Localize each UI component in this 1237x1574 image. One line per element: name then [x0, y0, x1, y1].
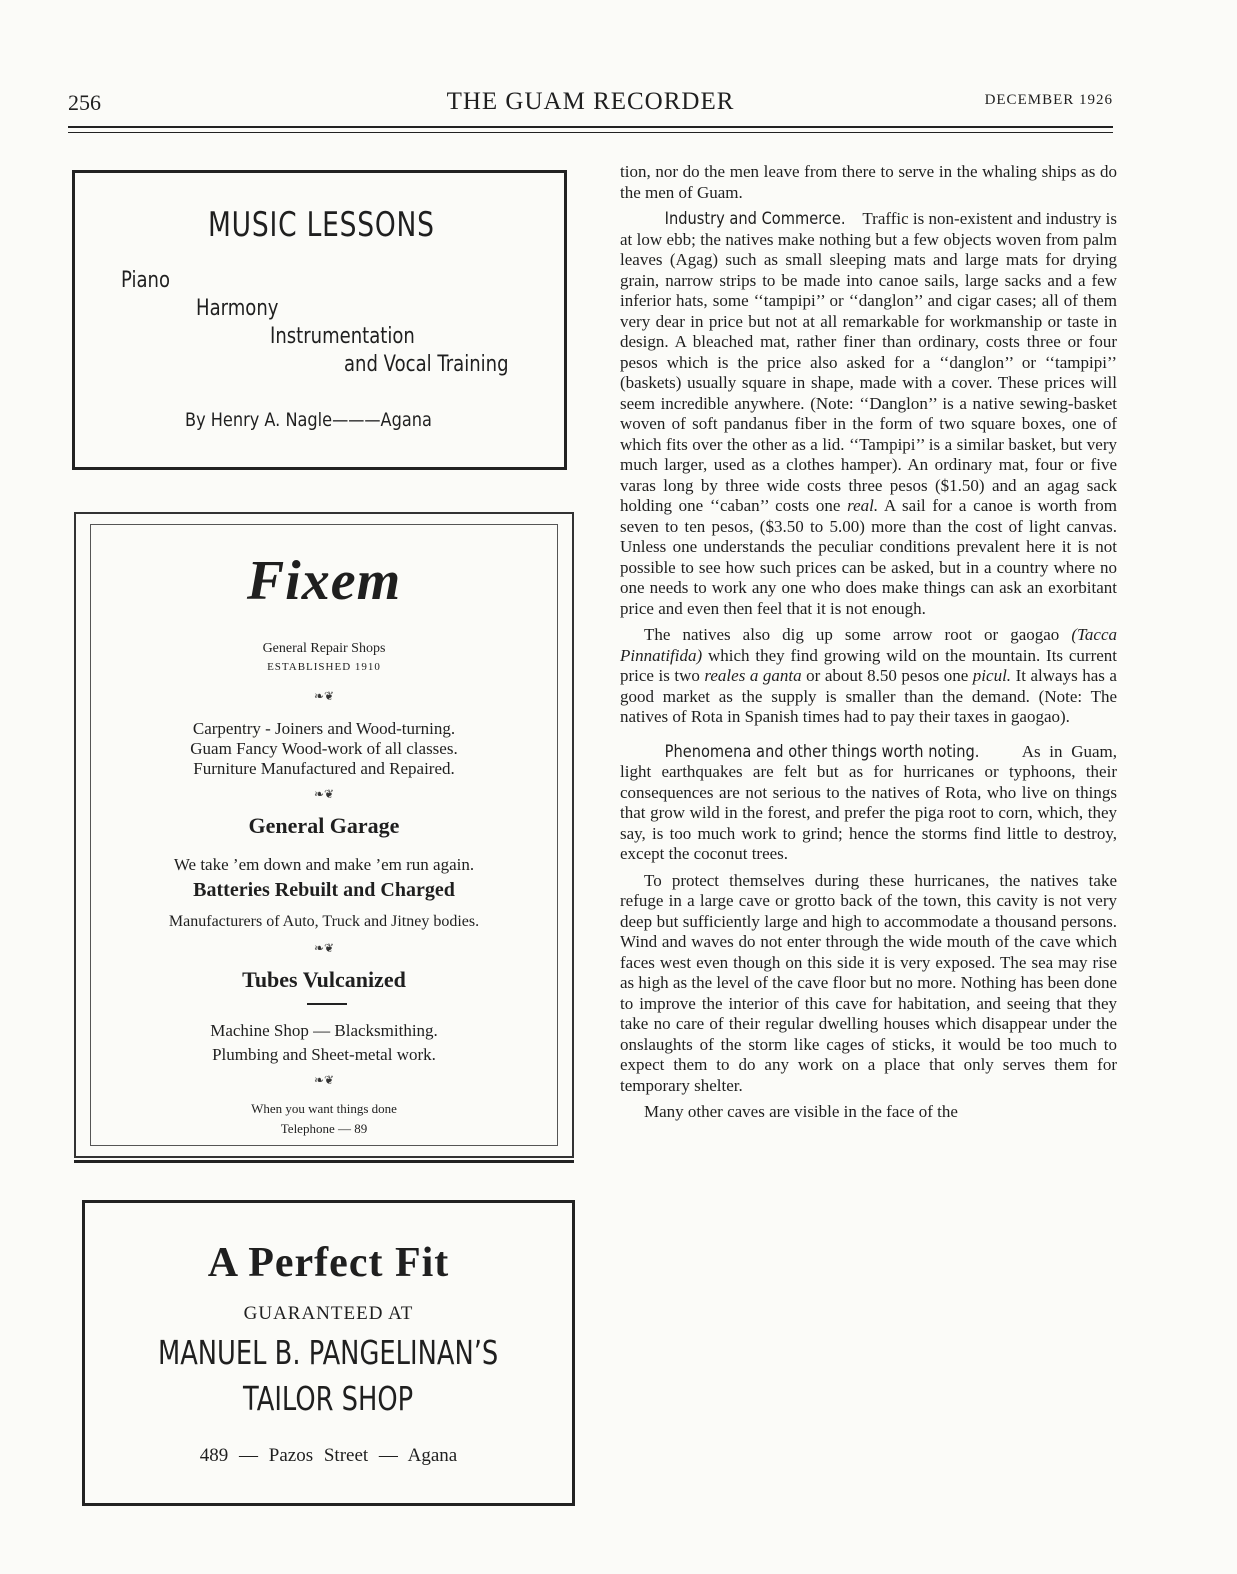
- music-ad-instrumentation: Instrumentation: [270, 324, 415, 349]
- fixem-logo: Fixem: [246, 550, 402, 612]
- fixem-ad-inner-frame: [90, 524, 558, 1146]
- section-heading-phenomena: Phenomena and other things worth noting.: [664, 741, 980, 762]
- tailor-headline: A Perfect Fit: [207, 1240, 450, 1286]
- music-ad-piano: Piano: [121, 268, 171, 293]
- article-paragraph: [620, 625, 1117, 728]
- tailor-shop-text: TAILOR SHOP: [243, 1379, 414, 1418]
- header-rule: [68, 126, 1113, 128]
- article-italic: real.: [847, 496, 879, 515]
- fixem-manufacturers: Manufacturers of Auto, Truck and Jitney bodies.: [168, 913, 480, 930]
- issue-date: DECEMBER 1926: [984, 92, 1113, 108]
- fixem-machine-shop: Machine Shop — Blacksmithing.: [210, 1021, 438, 1040]
- tailor-name-text: MANUEL B. PANGELINAN’S: [158, 1333, 499, 1372]
- fixem-established: ESTABLISHED 1910: [267, 661, 381, 673]
- article-paragraph: [620, 871, 1117, 1097]
- fixem-tubes-heading: Tubes Vulcanized: [242, 967, 406, 992]
- article-paragraph: [620, 742, 1117, 865]
- ornament: ❧❦: [313, 941, 335, 955]
- article-paragraph: [620, 1102, 1117, 1123]
- publication-title: THE GUAM RECORDER: [446, 88, 735, 115]
- page-header: [68, 86, 1113, 120]
- article-italic: (Tacca Pinnatifida): [620, 625, 1118, 665]
- article-column: [620, 162, 1117, 1129]
- section-heading-industry: Industry and Commerce.: [664, 209, 846, 229]
- article-text: which they find growing wild on the mountain. Its current price is two: [620, 645, 1118, 685]
- article-text: or about 8.50 pesos one: [806, 666, 969, 685]
- music-ad-byline: By Henry A. Nagle———Agana: [185, 409, 432, 431]
- header-rule-thin: [68, 132, 1113, 133]
- tailor-address: 489 — Pazos Street — Agana: [199, 1445, 458, 1466]
- article-italic: picul.: [972, 666, 1012, 685]
- fixem-furniture: Furniture Manufactured and Repaired.: [193, 759, 455, 778]
- tailor-shop-ad: [82, 1200, 575, 1506]
- article-italic: reales a ganta: [704, 666, 802, 685]
- fixem-carpentry: Carpentry - Joiners and Wood-turning.: [192, 719, 456, 738]
- article-text: tion, nor do the men leave from there to serve in the whaling ships as do the men of Guam.: [620, 162, 1117, 202]
- fixem-garage-heading: General Garage: [248, 813, 400, 838]
- article-text: The natives also dig up some arrow root or gaogao: [644, 625, 1060, 644]
- article-text: Traffic is non-existent and industry is at low ebb; the natives make nothing but a few objects woven from palm leaves (Agag) such as small sleeping mats and large mats for drying grain, narrow strips to be made into canoe sails, large sacks and a few inferior hats, some ‘‘tampipi’’ or ‘‘danglon’’ and cigar cases; all of them very dear in price but not at all remarkable for workmanship or taste in design. A bleached mat, rather finer than ordinary, costs three or four pesos which is the price also asked for a ‘‘danglon’’ or ‘‘tampipi’’ (baskets) usually square in shape, made with a cover. These prices will seem incredible anywhere. (Note: ‘‘Danglon’’ is a native sewing-basket woven of soft pandanus fiber in the form of two square boxes, one of which fits over the other as a lid. ‘‘Tampipi’’ is a similar basket, but very much larger, used as a clothes hamper). An ordinary mat, four or five varas long by three wide costs three pesos ($1.50) and an agag sack holding one ‘‘caban’’ costs one: [620, 209, 1117, 515]
- article-text: As in Guam, light earthquakes are felt but as for hurricanes or typhoons, their consequences are not serious to the natives of Rota, who live on things that grow wild in the forest, and prefer the piga root to corn, which, they say, is too much work to grind; hence the storms find little to destroy, except the coconut trees.: [620, 741, 1117, 863]
- fixem-plumbing: Plumbing and Sheet-metal work.: [212, 1045, 436, 1064]
- fixem-batteries-heading: Batteries Rebuilt and Charged: [193, 879, 455, 901]
- fixem-telephone: Telephone — 89: [280, 1121, 368, 1136]
- tailor-name: [85, 1333, 572, 1372]
- fixem-woodwork: Guam Fancy Wood-work of all classes.: [190, 739, 458, 758]
- divider: [307, 1003, 347, 1005]
- fixem-garage-line: We take ’em down and make ’em run again.: [173, 855, 475, 874]
- article-text: To protect themselves during these hurricanes, the natives take refuge in a large cave or grotto back of the town, this cavity is not very deep but sufficiently large and high to accommodate a thousand persons. Wind and waves do not enter through the wide mouth of the cave which faces west even though on this side it is very exposed. The sea may rise as high as the level of the cave floor but no more. Nothing has been done to improve the interior of this cave for habitation, and seeing that they take no care of their regular dwelling houses which disappear under the onslaughts of the storm like cages of sticks, it would be too much to expect them to do any work on a place that only serves them for temporary shelter.: [620, 870, 1117, 1095]
- article-text: It always has a good market as the supply is smaller than the demand. (Note: The natives of Rota in Spanish times had to pay their taxes in gaogao).: [620, 666, 1117, 726]
- music-lessons-ad: [72, 170, 567, 470]
- article-paragraph: [620, 209, 1117, 619]
- page-number: 256: [68, 90, 101, 115]
- article-paragraph: [620, 162, 1117, 203]
- ad-rule: [74, 1160, 574, 1163]
- fixem-ad: [74, 512, 574, 1158]
- article-text: A sail for a canoe is worth from seven to ten pesos, ($3.50 to 5.00) more than the cost of light canvas. Unless one understands the peculiar conditions prevalent here it is not possible to see how such prices can be asked, but in a country where no one needs to work any one who does make things can ask an exorbitant price and even then feel that it is not enough.: [620, 496, 1118, 618]
- tailor-shop: [85, 1379, 572, 1418]
- fixem-subtitle: General Repair Shops: [262, 641, 386, 656]
- article-text: Many other caves are visible in the face of the: [644, 1102, 958, 1121]
- music-ad-title: MUSIC LESSONS: [208, 205, 435, 245]
- fixem-footer-line: When you want things done: [251, 1101, 397, 1116]
- tailor-guaranteed: GUARANTEED AT: [243, 1303, 414, 1324]
- ornament: ❧❦: [313, 1073, 335, 1087]
- ornament: ❧❦: [313, 689, 335, 703]
- music-ad-harmony: Harmony: [196, 296, 279, 321]
- ornament: ❧❦: [313, 787, 335, 801]
- music-ad-vocal: and Vocal Training: [344, 352, 509, 377]
